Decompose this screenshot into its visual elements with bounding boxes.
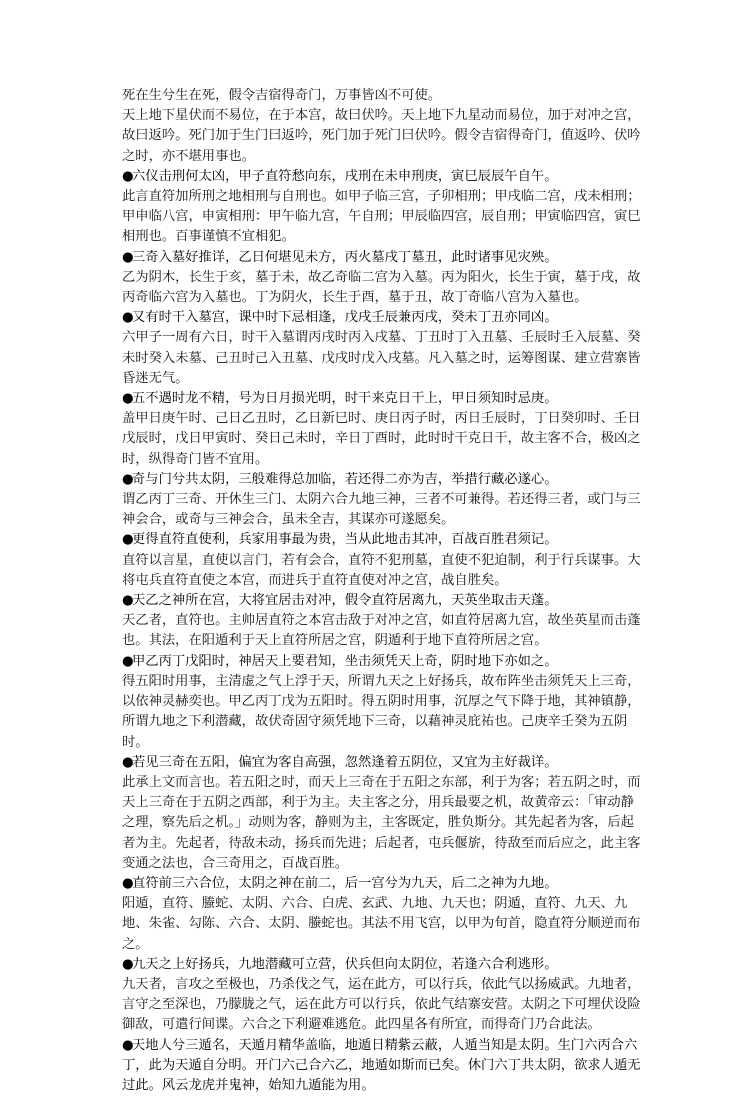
verse-paragraph <box>122 591 642 611</box>
paragraph-text: 此言直符加所刑之地相刑与自刑也。如甲子临三宫，子卯相刑；甲戌临二宫，戌未相刑；甲申临八宫，申寅相刑：甲午临九宫，午自刑；甲辰临四宫，辰自刑；甲寅临四宫，寅巳相刑也。百事谨慎不宜相犯。 <box>122 189 641 245</box>
commentary-paragraph <box>122 106 642 167</box>
paragraph-text: 乙为阴木，长生于亥，墓于未，故乙奇临二宫为入墓。丙为阳火，长生于寅，墓于戌，故丙奇临六宫为入墓也。丁为阴火，长生于酉，墓于丑，故丁奇临八宫为入墓也。 <box>122 269 641 306</box>
commentary-paragraph <box>122 268 642 308</box>
verse-paragraph <box>122 955 642 975</box>
paragraph-text: 三奇入墓好推详，乙日何堪见未方，丙火墓戌丁墓丑，此时诸事见灾殃。 <box>132 249 558 265</box>
paragraph-text: 六甲子一周有六日，时干入墓谓丙戌时丙入戌墓、丁丑时丁入丑墓、壬辰时壬入辰墓、癸未时癸入未墓、己丑时己入丑墓、戊戌时戊入戌墓。凡入墓之时，运筹图谋、建立营寨皆昏迷无气。 <box>122 330 641 386</box>
paragraph-text: 又有时干入墓宫，课中时下忌相逢，戊戌壬辰兼丙戌，癸未丁丑亦同凶。 <box>132 310 558 326</box>
bullet-icon: ● <box>122 168 134 184</box>
verse-paragraph <box>122 248 642 268</box>
commentary-paragraph <box>122 894 642 955</box>
commentary-paragraph <box>122 187 642 248</box>
commentary-paragraph <box>122 611 642 651</box>
paragraph-text: 直符前三六合位，太阴之神在前二，后一宫兮为九天，后二之神为九地。 <box>132 875 558 891</box>
verse-paragraph <box>122 530 642 550</box>
commentary-paragraph <box>122 328 642 389</box>
bullet-icon: ● <box>122 532 134 548</box>
bullet-icon: ● <box>122 956 134 972</box>
paragraph-text: 甲乙丙丁戊阳时，神居天上要君知，坐击须凭天上奇，阴时地下亦如之。 <box>132 653 558 669</box>
verse-paragraph <box>122 652 642 672</box>
bullet-icon: ● <box>122 754 134 770</box>
commentary-paragraph <box>122 409 642 470</box>
paragraph-text: 得五阳时用事，主清虚之气上浮于天，所谓九天之上好扬兵，故布阵坐击须凭天上三奇，以依神灵赫奕也。甲乙丙丁戊为五阳时。得五阴时用事，沉厚之气下降于地，其神镇静，所谓九地之下利潜藏，故伏奇固守须凭地下三奇，以藉神灵庇祐也。己庚辛壬癸为五阴时。 <box>122 673 641 750</box>
commentary-paragraph <box>122 975 642 1036</box>
commentary-paragraph <box>122 672 642 753</box>
paragraph-text: 奇与门兮共太阴，三般难得总加临，若还得二亦为吉，举措行藏必遂心。 <box>132 471 558 487</box>
paragraph-text: 九天之上好扬兵，九地潜藏可立营，伏兵但向太阴位，若逢六合利逃形。 <box>132 956 558 972</box>
paragraph-text: 天乙之神所在宫，大将宜居击对冲，假令直符居离九，天英坐取击天蓬。 <box>132 593 558 609</box>
bullet-icon: ● <box>122 593 134 609</box>
document-body <box>122 86 642 1096</box>
paragraph-text: 更得直符直使利，兵家用事最为贵，当从此地击其冲，百战百胜君须记。 <box>132 532 558 548</box>
bullet-icon: ● <box>122 310 134 326</box>
verse-paragraph <box>122 167 642 187</box>
bullet-icon: ● <box>122 391 134 407</box>
paragraph-text: 直符以言星，直使以言门，若有会合，直符不犯刑墓，直使不犯迫制，利于行兵谋事。大将屯兵直符直使之本宫，而进兵于直符直使对冲之宫，战自胜矣。 <box>122 552 641 588</box>
paragraph-text: 九天者，言攻之至极也，乃杀伐之气，运在此方，可以行兵，依此气以扬威武。九地者，言守之至深也，乃朦胧之气，运在此方可以行兵，依此气结寨安营。太阴之下可埋伏设险御敌，可遣行间谍。六合之下利避难逃危。此四星各有所宜，而得奇门乃合此法。 <box>122 976 641 1033</box>
paragraph-text: 五不遇时龙不精，号为日月损光明，时干来克日干上，甲日须知时忌庚。 <box>132 391 558 407</box>
paragraph-text: 六仪击刑何太凶，甲子直符愁向东，戌刑在未申刑庚，寅巳辰辰午自午。 <box>132 168 558 184</box>
paragraph-text: 天上地下星伏而不易位，在于本宫，故曰伏吟。天上地下九星动而易位，加于对冲之宫，故曰返吟。死门加于生门曰返吟，死门加于死门曰伏吟。假令吉宿得奇门，值返吟、伏吟之时，亦不堪用事也。 <box>122 108 641 164</box>
paragraph-text: 谓乙丙丁三奇、开休生三门、太阴六合九地三神，三者不可兼得。若还得三者，或门与三神会合，或奇与三神会合，虽未全吉，其谋亦可遂愿矣。 <box>122 492 641 528</box>
bullet-icon: ● <box>122 875 134 891</box>
commentary-paragraph <box>122 86 642 106</box>
verse-paragraph <box>122 874 642 894</box>
commentary-paragraph <box>122 490 642 530</box>
paragraph-text: 天乙者，直符也。主帅居直符之本宫击敌于对冲之宫，如直符居离九宫，故坐英星而击蓬也。其法，在阳遁利于天上直符所居之宫，阴遁利于地下直符所居之宫。 <box>122 613 641 649</box>
paragraph-text: 阳遁，直符、螣蛇、太阴、六合、白虎、玄武、九地、九天也；阴遁，直符、九天、九地、朱雀、勾陈、六合、太阴、螣蛇也。其法不用飞宫，以甲为旬首，隐直符分顺逆而布之。 <box>122 896 641 952</box>
bullet-icon: ● <box>122 653 134 669</box>
commentary-paragraph <box>122 551 642 591</box>
verse-paragraph <box>122 470 642 490</box>
bullet-icon: ● <box>122 471 134 487</box>
verse-paragraph <box>122 308 642 328</box>
paragraph-text: 盖甲日庚午时、己日乙丑时，乙日新巳时、庚日丙子时，丙日壬辰时，丁日癸卯时、壬日戊辰时，戊日甲寅时、癸日己未时，辛日丁酉时，此时时干克日干，故主客不合，极凶之时，纵得奇门皆不宜用。 <box>122 411 641 467</box>
paragraph-text: 死在生兮生在死，假令吉宿得奇门，万事皆凶不可使。 <box>122 88 442 103</box>
bullet-icon: ● <box>122 1037 134 1053</box>
paragraph-text: 此承上文而言也。若五阳之时，而天上三奇在于五阳之东部，利于为客；若五阴之时，而天上三奇在于五阴之西部，利于为主。夫主客之分，用兵最要之机，故黄帝云：「审动静之理，察先后之机。」动则为客，静则为主，主客既定，胜负斯分。其先起者为客，后起者为主。先起者，待敌未动，扬兵而先进；后起者，屯兵偃旂，待敌至而后应之，此主客变通之法也，合三奇用之，百战百胜。 <box>122 774 641 871</box>
verse-paragraph <box>122 389 642 409</box>
verse-paragraph <box>122 753 642 773</box>
paragraph-text: 天地人兮三遁名，天遁月精华盖临，地遁日精紫云蔽，人遁当知是太阴。生门六丙合六丁，此为天遁自分明。开门六己合六乙，地遁如斯而已矣。休门六丁共太阴，欲求人遁无过此。风云龙虎并鬼神，始知九遁能为用。 <box>122 1037 641 1093</box>
verse-paragraph <box>122 1036 642 1096</box>
commentary-paragraph <box>122 773 642 874</box>
bullet-icon: ● <box>122 249 134 265</box>
paragraph-text: 若见三奇在五阳，偏宜为客自高强，忽然逢着五阴位，又宜为主好裁详。 <box>132 754 558 770</box>
